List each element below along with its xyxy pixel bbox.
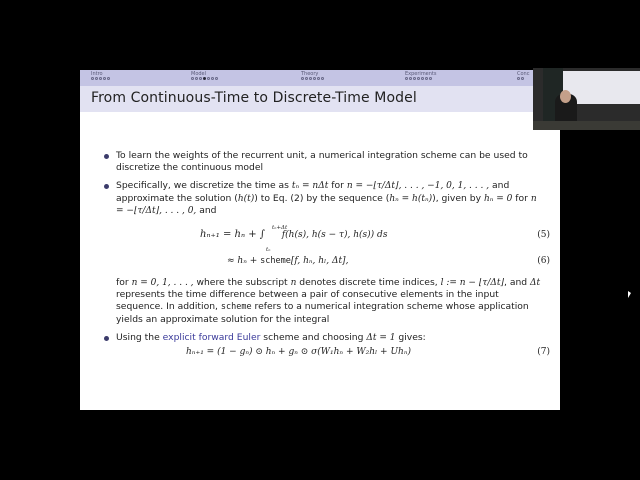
- math-inline: h(t): [237, 193, 255, 204]
- text: and: [196, 204, 217, 216]
- slide-dot-icon[interactable]: [211, 77, 214, 80]
- slide-title: From Continuous-Time to Discrete-Time Model: [91, 90, 417, 106]
- slide-dot-icon[interactable]: [413, 77, 416, 80]
- current-slide-dot-icon[interactable]: [203, 77, 206, 80]
- slide-progress-dots: [191, 77, 218, 80]
- text: refers to a numerical integration scheme whose application yields an approximate solution for the integral: [116, 301, 529, 325]
- text: denotes discrete time indices,: [296, 277, 441, 289]
- slide-dot-icon[interactable]: [305, 77, 308, 80]
- slide-dot-icon[interactable]: [309, 77, 312, 80]
- nav-section-label: Theory: [301, 71, 319, 77]
- slide-dot-icon[interactable]: [199, 77, 202, 80]
- text: where the subscript: [193, 277, 291, 289]
- bullet-point-3: [104, 332, 544, 344]
- text: for: [512, 192, 531, 204]
- math-inline: hₙ = 0: [483, 193, 513, 204]
- eq5-lhs: hₙ₊₁ = hₙ + ∫: [200, 229, 265, 241]
- scheme-keyword: scheme: [220, 302, 252, 313]
- slide-dot-icon[interactable]: [215, 77, 218, 80]
- slide-dot-icon[interactable]: [429, 77, 432, 80]
- slide-content: [104, 150, 550, 364]
- text: scheme and choosing: [260, 331, 367, 343]
- slide-dot-icon[interactable]: [99, 77, 102, 80]
- slide-progress-dots: [91, 77, 110, 80]
- math-inline: hₙ = h(tₙ): [389, 193, 433, 204]
- bullet-point-1: [104, 150, 544, 174]
- nav-section-experiments[interactable]: [405, 71, 437, 80]
- integral-lower-limit: tₙ: [266, 247, 271, 254]
- slide-dot-icon[interactable]: [425, 77, 428, 80]
- slide-dot-icon[interactable]: [91, 77, 94, 80]
- slide-dot-icon[interactable]: [107, 77, 110, 80]
- math-inline: n = −⌊τ/Δt⌋, . . . , −1, 0, 1, . . . ,: [346, 181, 490, 192]
- equation-number-6: (6): [537, 256, 550, 267]
- math-inline: tₙ = nΔt: [291, 181, 329, 192]
- slide-dot-icon[interactable]: [317, 77, 320, 80]
- math-inline: l := n − ⌊τ/Δt⌋: [440, 278, 504, 289]
- slide-dot-icon[interactable]: [207, 77, 210, 80]
- math-inline: Δt = 1: [366, 332, 396, 343]
- eq6-a: ≈ hₙ +: [227, 256, 261, 267]
- eq6-scheme: scheme: [260, 256, 291, 267]
- slide-dot-icon[interactable]: [313, 77, 316, 80]
- title-bar: [80, 86, 560, 112]
- slide-dot-icon[interactable]: [517, 77, 520, 80]
- nav-section-theory[interactable]: [301, 71, 324, 80]
- text: represents the time difference between a pair of consecutive elements in the input sequence. In addition,: [116, 289, 499, 313]
- eq6-b: [f, hₙ, hₗ, Δt],: [290, 256, 349, 267]
- mouse-cursor-icon: [628, 291, 631, 298]
- text: for: [328, 180, 347, 192]
- presentation-slide: [80, 70, 560, 410]
- bullet-text: To learn the weights of the recurrent unit, a numerical integration scheme can be used to discretize the continuous model: [116, 150, 528, 174]
- slide-progress-dots: [517, 77, 529, 80]
- text: ) to Eq. (2) by the sequence (: [254, 192, 390, 204]
- nav-section-model[interactable]: [191, 71, 218, 80]
- slide-progress-dots: [301, 77, 324, 80]
- text: Using the: [116, 331, 163, 343]
- nav-section-intro[interactable]: [91, 71, 110, 80]
- text: , and: [503, 277, 531, 289]
- continuation-paragraph: [104, 277, 544, 326]
- slide-dot-icon[interactable]: [191, 77, 194, 80]
- nav-section-label: Experiments: [405, 71, 437, 77]
- section-navigation-bar: [80, 70, 560, 86]
- equation-block-7: [104, 347, 550, 364]
- slide-dot-icon[interactable]: [405, 77, 408, 80]
- equation-block-5-6: [104, 223, 550, 275]
- equation-number-7: (7): [537, 347, 550, 358]
- integral-upper-limit: tₙ+Δt: [272, 225, 288, 232]
- nav-section-label: Intro: [91, 71, 103, 77]
- speaker-head: [560, 90, 571, 103]
- slide-dot-icon[interactable]: [95, 77, 98, 80]
- bullet-point-2: [104, 180, 544, 217]
- euler-scheme-link[interactable]: explicit forward Euler: [162, 331, 261, 343]
- nav-section-label: Conc: [517, 71, 530, 77]
- eq5-rhs: f(h(s), h(s − τ), h(s)) ds: [281, 230, 388, 241]
- equation-7: hₙ₊₁ = (1 − gₙ) ⊙ hₙ + gₙ ⊙ σ(W₁hₙ + W₂hₗ + Uhₙ): [186, 347, 411, 358]
- slide-dot-icon[interactable]: [301, 77, 304, 80]
- text: gives:: [395, 331, 426, 343]
- equation-number-5: (5): [537, 230, 550, 241]
- text: ), given by: [432, 192, 484, 204]
- text: for: [116, 277, 132, 289]
- math-inline: Δt: [530, 278, 541, 289]
- nav-section-conc[interactable]: [517, 71, 529, 80]
- speaker-webcam-feed: [533, 68, 640, 130]
- slide-dot-icon[interactable]: [103, 77, 106, 80]
- slide-dot-icon[interactable]: [417, 77, 420, 80]
- equation-6: [227, 255, 348, 267]
- equation-5: [200, 225, 388, 254]
- slide-dot-icon[interactable]: [195, 77, 198, 80]
- text: and approximate the solution (: [116, 180, 510, 204]
- slide-dot-icon[interactable]: [421, 77, 424, 80]
- slide-dot-icon[interactable]: [409, 77, 412, 80]
- text: Specifically, we discretize the time as: [116, 180, 292, 192]
- math-inline: n: [290, 278, 297, 289]
- slide-dot-icon[interactable]: [321, 77, 324, 80]
- math-inline: n = −⌊τ/Δt⌋, . . . , 0,: [116, 193, 537, 216]
- slide-dot-icon[interactable]: [521, 77, 524, 80]
- lectern: [533, 121, 640, 130]
- slide-progress-dots: [405, 77, 437, 80]
- nav-section-label: Model: [191, 71, 207, 77]
- math-inline: n = 0, 1, . . . ,: [131, 278, 194, 289]
